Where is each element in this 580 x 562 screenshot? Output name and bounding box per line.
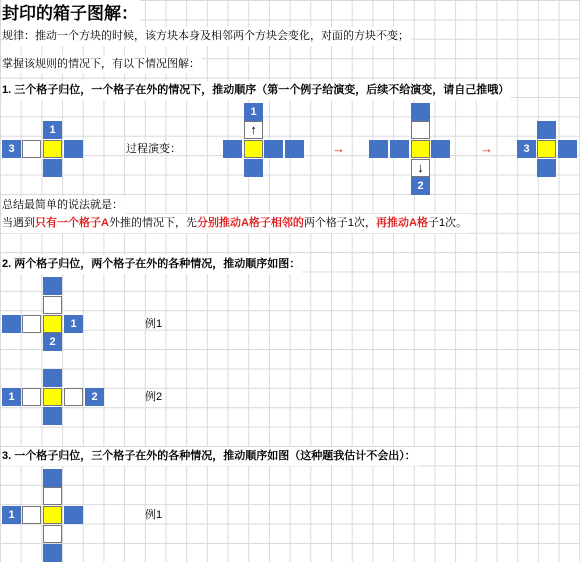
center-tile — [244, 140, 263, 158]
summary-highlight: 只有一个格子A — [35, 217, 109, 229]
example-label: 例1 — [145, 509, 163, 521]
tile-2: 2 — [411, 177, 430, 195]
center-tile — [43, 506, 62, 524]
center-tile — [43, 388, 62, 406]
empty-tile — [43, 296, 62, 314]
block-tile — [43, 369, 62, 387]
block-tile — [43, 469, 62, 487]
empty-tile — [22, 506, 41, 524]
tile-1: 1 — [2, 506, 21, 524]
block-tile — [285, 140, 304, 158]
center-tile — [43, 140, 62, 158]
empty-tile — [64, 388, 83, 406]
rule-text: 规律：推动一个方块的时候，该方块本身及相邻两个方块会变化，对面的方块不变； — [2, 27, 411, 46]
empty-tile — [43, 487, 62, 505]
tile-1: 1 — [43, 121, 62, 139]
summary-highlight: 分别推动A格子相邻的 — [196, 217, 304, 229]
process-label: 过程演变： — [126, 143, 181, 155]
section3-heading: 3. 一个格子归位，三个格子在外的各种情况，推动顺序如图（这种题我估计不会出）： — [2, 447, 418, 466]
tile-1: 1 — [2, 388, 21, 406]
block-tile — [558, 140, 577, 158]
summary-part: 子1次。 — [427, 217, 468, 229]
tile-1: 1 — [64, 315, 83, 333]
empty-tile — [411, 121, 430, 139]
center-tile — [411, 140, 430, 158]
tile-2: 2 — [85, 388, 104, 406]
center-tile — [43, 315, 62, 333]
red-arrow-icon: → — [480, 141, 493, 156]
block-tile — [43, 544, 62, 562]
block-tile — [244, 159, 263, 177]
block-tile — [43, 159, 62, 177]
up-arrow-icon: ↑ — [244, 121, 263, 139]
page-title: 封印的箱子图解： — [2, 0, 140, 28]
intro-text: 掌握该规则的情况下，有以下情况图解： — [2, 55, 202, 74]
block-tile — [390, 140, 409, 158]
tile-3: 3 — [2, 140, 21, 158]
empty-tile — [43, 525, 62, 543]
empty-tile — [22, 140, 41, 158]
block-tile — [43, 277, 62, 295]
tile-2: 2 — [43, 333, 62, 351]
down-arrow-icon: ↓ — [411, 159, 430, 177]
block-tile — [264, 140, 283, 158]
summary-part: 当遇到 — [2, 217, 35, 229]
summary-highlight: 再推动A格 — [376, 217, 428, 229]
block-tile — [2, 315, 21, 333]
tile-1: 1 — [244, 103, 263, 121]
block-tile — [64, 140, 83, 158]
block-tile — [537, 159, 556, 177]
block-tile — [64, 506, 83, 524]
empty-tile — [22, 388, 41, 406]
block-tile — [43, 407, 62, 425]
summary-part: 外推的情况下，先 — [108, 217, 197, 229]
section1-heading: 1. 三个格子归位，一个格子在外的情况下，推动顺序（第一个例子给演变，后续不给演变，请自己推哦） — [2, 81, 511, 100]
center-tile — [537, 140, 556, 158]
block-tile — [223, 140, 242, 158]
block-tile — [369, 140, 388, 158]
section2-heading: 2. 两个格子归位，两个格子在外的各种情况，推动顺序如图： — [2, 255, 302, 274]
red-arrow-icon: → — [332, 141, 345, 156]
tile-3: 3 — [517, 140, 536, 158]
summary-text — [2, 214, 469, 233]
block-tile — [411, 103, 430, 121]
summary-part: 两个格子1次， — [303, 217, 377, 229]
example-label: 例1 — [145, 318, 163, 330]
example-label: 例2 — [145, 391, 163, 403]
summary-title: 总结最简单的说法就是： — [2, 196, 125, 215]
block-tile — [431, 140, 450, 158]
block-tile — [537, 121, 556, 139]
empty-tile — [22, 315, 41, 333]
